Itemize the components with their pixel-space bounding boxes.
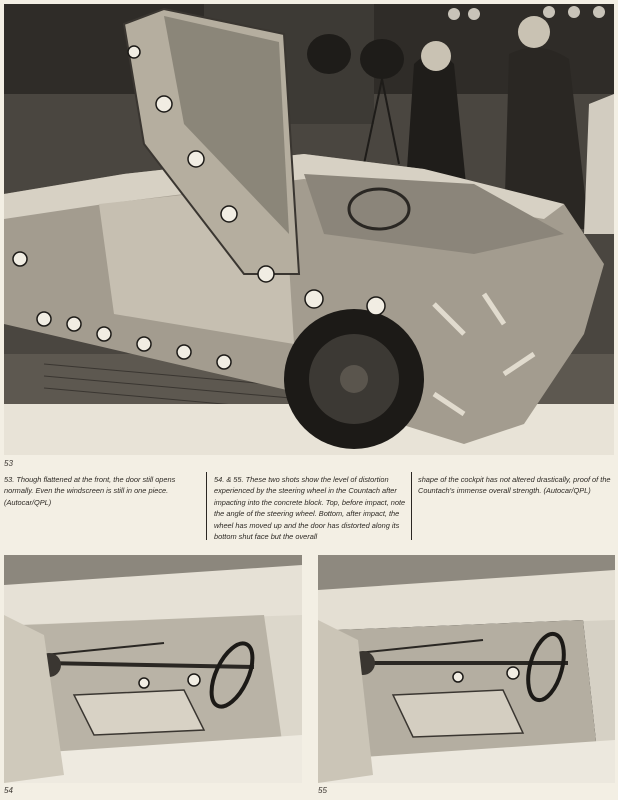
caption-figure-53: 53. Though flattened at the front, the door still opens normally. Even the windscreen is still in one piece. (Autocar/QPL) (4, 475, 176, 507)
caption-figures-54-55-part2: shape of the cockpit has not altered drastically, proof of the Countach's immense overall strength. (Autocar/QPL) (418, 475, 611, 496)
figure-number-55: 55 (318, 786, 327, 795)
column-divider (206, 472, 207, 540)
figure-number-53: 53 (4, 459, 13, 468)
figure-number-54: 54 (4, 786, 13, 795)
photo-53-illustration (4, 4, 614, 455)
photo-cockpit-before-impact (4, 555, 302, 783)
column-divider (411, 472, 412, 540)
photo-cockpit-after-impact (318, 555, 615, 783)
photo-crashed-countach (4, 4, 614, 455)
photo-54-illustration (4, 555, 302, 783)
caption-figures-54-55-part1: 54. & 55. These two shots show the level of distortion experienced by the steering wheel in the Countach after impacting into the concrete block. Top, before impact, note the angle of the steering wheel. Bottom, after impact, the wheel has moved up and the door has distorted along its bottom shut face but the overall (214, 475, 406, 542)
photo-55-illustration (318, 555, 615, 783)
